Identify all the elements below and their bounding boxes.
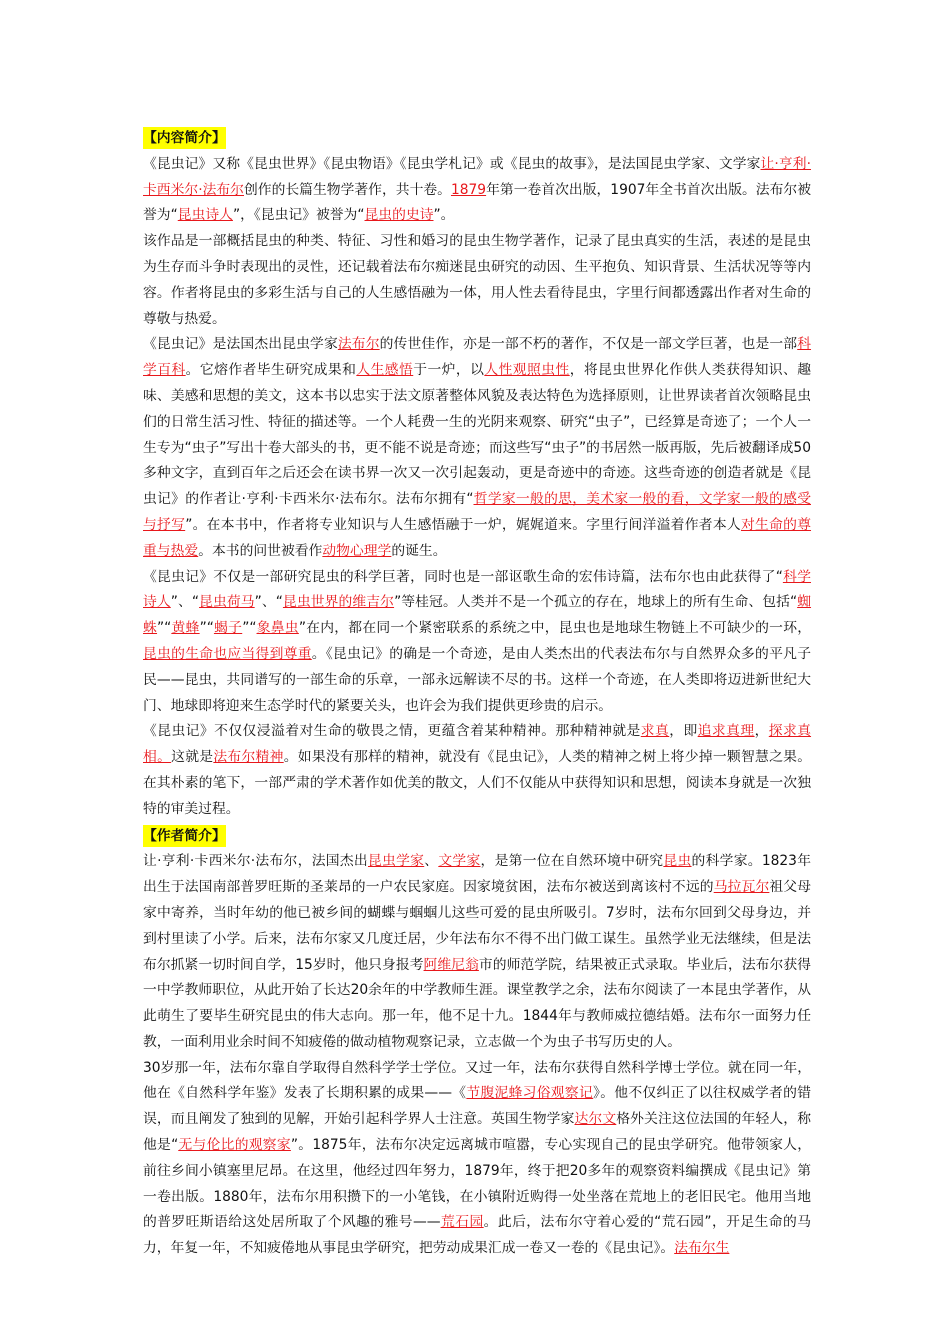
- text-run: ，即: [669, 723, 698, 740]
- text-run: 》。他不仅纠正了以往权威学者的错误，而且阐发了独到的见解，开始引起科学界人士注意。英国生物学家: [143, 1085, 812, 1128]
- text-run: 。如果没有那样的精神，就没有《昆虫记》，人类的精神之树上将少掉一颗智慧之果。在其朴素的笔下，一部严肃的学术著作如优美的散文，人们不仅能从中获得知识和思想，阅读本身就是一次独特的审美过程。: [143, 749, 812, 817]
- link[interactable]: 追求真理: [697, 723, 755, 740]
- link[interactable]: 昆虫的史诗: [364, 207, 434, 224]
- text-run: ”“: [199, 620, 214, 637]
- paragraph: [143, 229, 811, 332]
- section-author-intro: [143, 823, 811, 1263]
- paragraph: [143, 849, 811, 1055]
- paragraph: [143, 1056, 811, 1262]
- author-paragraphs: [143, 849, 811, 1262]
- text-run: 市的师范学院，结果被正式录取。毕业后，法布尔获得一中学教师职位，从此开始了长达20余年的中学教师生涯。课堂教学之余，法布尔阅读了一本昆虫学著作，从此萌生了要毕生研究昆虫的伟大志向。那一年，他不足十九。1844年与教师威拉德结婚。法布尔一面努力任教，一面利用业余时间不知疲倦的做动植物观察记录，立志做一个为虫子书写历史的人。: [143, 956, 812, 1050]
- document-page: [143, 125, 811, 1262]
- link[interactable]: 蝎子: [213, 620, 243, 637]
- link[interactable]: 法布尔生: [674, 1240, 730, 1257]
- link[interactable]: 让·亨利·卡西米尔·法布尔: [143, 155, 811, 198]
- link[interactable]: 科学诗人: [143, 568, 811, 611]
- section-heading-author: 【作者简介】: [143, 825, 226, 847]
- link[interactable]: 马拉瓦尔: [713, 879, 770, 896]
- link[interactable]: 蜘蛛: [143, 594, 812, 637]
- text-run: ，将昆虫世界化作供人类获得知识、趣味、美感和思想的美文，这本书以忠实于法文原著整体风貌及表达特色为选择原则，让世界读者首次领略昆虫们的日常生活习性、特征的描述等。一个人耗费一生的光阴来观察、研究“虫子”，已经算是奇迹了；一个人一生专为“虫子”写出十卷大部头的书，更不能不说是奇迹；而这些写“虫子”的书居然一版再版，先后被翻译成50多种文字，直到百年之后还会在读书界一次又一次引起轰动，更是奇迹中的奇迹。这些奇迹的创造者就是《昆虫记》的作者让·亨利·卡西米尔·法布尔。法布尔拥有“: [143, 362, 812, 508]
- section-heading-intro: 【内容简介】: [143, 127, 226, 149]
- text-run: ，: [754, 723, 769, 740]
- text-run: ”等桂冠。人类并不是一个孤立的存在，地球上的所有生命、包括“: [394, 594, 798, 611]
- text-run: 该作品是一部概括昆虫的种类、特征、习性和婚习的昆虫生物学著作，记录了昆虫真实的生活，表述的是昆虫为生存而斗争时表现出的灵性，还记载着法布尔痴迷昆虫研究的动因、生平抱负、知识背景、生活状况等等内容。作者将昆虫的多彩生活与自己的人生感悟融为一体，用人性去看待昆虫，字里行间都透露出作者对生命的尊敬与热爱。: [143, 233, 811, 327]
- text-run: 的诞生。: [391, 542, 447, 559]
- link[interactable]: 法布尔精神: [213, 749, 284, 766]
- text-run: 的科学家。1823年出生于法国南部普罗旺斯的圣莱昂的一户农民家庭。因家境贫困，法布尔被送到离该村不远的: [143, 853, 812, 896]
- text-run: 《昆虫记》不仅仅浸溢着对生命的敬畏之情，更蕴含着某种精神。那种精神就是: [143, 723, 641, 740]
- paragraph: [143, 719, 811, 822]
- link[interactable]: 黄蜂: [171, 620, 200, 637]
- link[interactable]: 文学家: [438, 853, 481, 870]
- text-run: ”、“: [254, 594, 283, 611]
- text-run: ”“: [242, 620, 257, 637]
- text-run: 《昆虫记》又称《昆虫世界》《昆虫物语》《昆虫学札记》或《昆虫的故事》，是法国昆虫学家、文学家: [143, 155, 761, 172]
- text-run: 《昆虫记》不仅是一部研究昆虫的科学巨著，同时也是一部讴歌生命的宏伟诗篇，法布尔也由此获得了“: [143, 568, 783, 585]
- link[interactable]: 节腹泥蜂习俗观察记: [466, 1085, 594, 1102]
- text-run: 。此后，法布尔守着心爱的“荒石园”，开足生命的马力，年复一年，不知疲倦地从事昆虫学研究，把劳动成果汇成一卷又一卷的《昆虫记》。: [143, 1214, 812, 1257]
- link[interactable]: 昆虫学家: [367, 853, 425, 870]
- link[interactable]: 1879: [450, 181, 487, 198]
- text-run: ”。1875年，法布尔决定远离城市喧嚣，专心实现自己的昆虫学研究。他带领家人，前往乡间小镇塞里尼昂。在这里，他经过四年努力，1879年，终于把20多年的观察资料编撰成《昆虫记》第一卷出版。1880年，法布尔用积攒下的一小笔钱，在小镇附近购得一处坐落在荒地上的老旧民宅。他用当地的普罗旺斯语给这处居所取了个风趣的雅号——: [143, 1137, 812, 1231]
- link[interactable]: 达尔文: [574, 1111, 617, 1128]
- link[interactable]: 人性观照虫性: [484, 362, 570, 379]
- text-run: 这就是: [171, 749, 214, 766]
- link[interactable]: 无与伦比的观察家: [178, 1137, 291, 1154]
- text-run: 年第一卷首次出版，1907年全书首次出版。法布尔被誉为“: [143, 181, 811, 224]
- text-run: 。它熔作者毕生研究成果和: [185, 362, 357, 379]
- text-run: 于一炉，以: [413, 362, 485, 379]
- link[interactable]: 昆虫: [663, 853, 692, 870]
- text-run: ”。: [433, 207, 455, 224]
- link[interactable]: 昆虫世界的维吉尔: [282, 594, 395, 611]
- link[interactable]: 法布尔: [337, 336, 380, 353]
- link[interactable]: 科学百科: [143, 336, 812, 379]
- link[interactable]: 人生感悟: [356, 362, 414, 379]
- text-run: 、: [424, 853, 439, 870]
- text-run: 《昆虫记》是法国杰出昆虫学家: [143, 336, 338, 353]
- link[interactable]: 象鼻虫: [256, 620, 299, 637]
- link[interactable]: 动物心理学: [322, 542, 392, 559]
- paragraph: [143, 152, 811, 229]
- text-run: 格外关注这位法国的年轻人，称他是“: [143, 1111, 812, 1154]
- paragraph: [143, 565, 811, 720]
- text-run: 的传世佳作，亦是一部不朽的著作，不仅是一部文学巨著，也是一部: [379, 336, 798, 353]
- text-run: 。本书的问世被看作: [198, 542, 323, 559]
- link[interactable]: 昆虫诗人: [177, 207, 233, 224]
- link[interactable]: 昆虫荷马: [199, 594, 255, 611]
- link[interactable]: 荒石园: [440, 1214, 484, 1231]
- link[interactable]: 求真: [640, 723, 670, 740]
- link[interactable]: 对生命的尊重与热爱: [143, 516, 812, 559]
- text-run: 创作的长篇生物学著作，共十卷。: [243, 181, 451, 198]
- paragraph: [143, 332, 811, 564]
- text-run: ，是第一位在自然环境中研究: [480, 853, 664, 870]
- text-run: ”在内，都在同一个紧密联系的系统之中，昆虫也是地球生物链上不可缺少的一环，: [298, 620, 812, 637]
- text-run: 。《昆虫记》的确是一个奇迹，是由人类杰出的代表法布尔与自然界众多的平凡子民——昆虫，共同谱写的一部生命的乐章，一部永远解读不尽的书。这样一个奇迹，在人类即将迈进新世纪大门、地球即将迎来生态学时代的紧要关头，也许会为我们提供更珍贵的启示。: [143, 645, 811, 714]
- text-run: ”“: [157, 620, 172, 637]
- text-run: ”。在本书中，作者将专业知识与人生感悟融于一炉，娓娓道来。字里行间洋溢着作者本人: [185, 516, 741, 533]
- text-run: 让·亨利·卡西米尔·法布尔，法国杰出: [143, 853, 368, 870]
- link[interactable]: 阿维尼翁: [423, 956, 479, 973]
- section-content-intro: [143, 125, 811, 823]
- link[interactable]: 哲学家一般的思，美术家一般的看，文学家一般的感受与抒写: [143, 491, 811, 533]
- text-run: 30岁那一年，法布尔靠自学取得自然科学学士学位。又过一年，法布尔获得自然科学博士学位。就在同一年，他在《自然科学年鉴》发表了长期积累的成果——《: [143, 1059, 811, 1102]
- intro-paragraphs: [143, 152, 811, 823]
- text-run: ”，《昆虫记》被誉为“: [232, 207, 365, 224]
- link[interactable]: 昆虫的生命也应当得到尊重: [143, 645, 312, 662]
- text-run: 祖父母家中寄养，当时年幼的他已被乡间的蝴蝶与蝈蝈儿这些可爱的昆虫所吸引。7岁时，法布尔回到父母身边，并到村里读了小学。后来，法布尔家又几度迁居，少年法布尔不得不出门做工谋生。虽然学业无法继续，但是法布尔抓紧一切时间自学，15岁时，他只身报考: [143, 879, 812, 973]
- text-run: ”、“: [170, 594, 200, 611]
- link[interactable]: 探求真相。: [143, 723, 812, 766]
